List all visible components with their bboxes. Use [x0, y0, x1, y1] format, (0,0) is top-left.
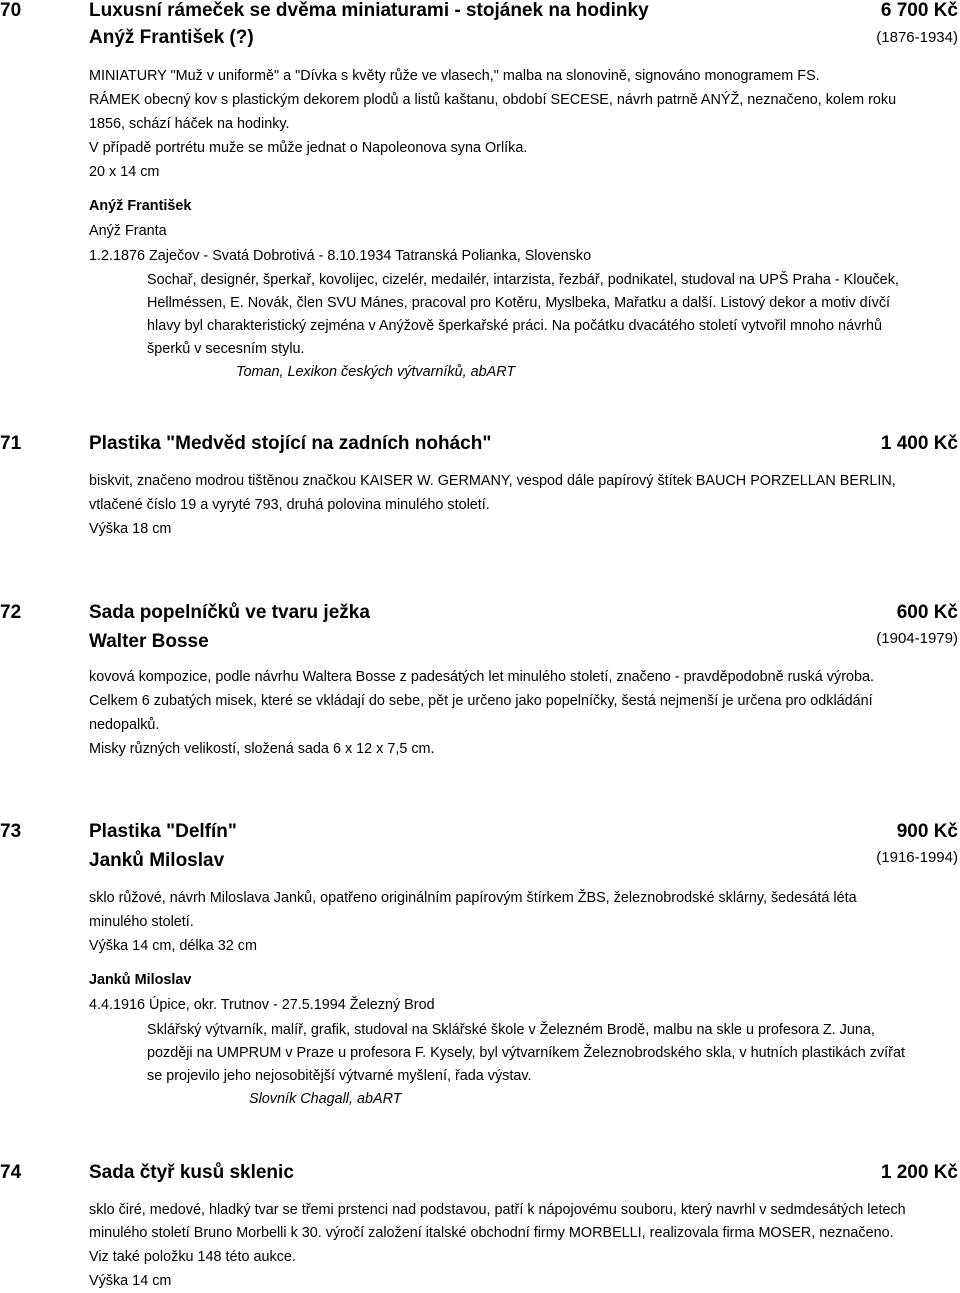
artist-dates: 4.4.1916 Úpice, okr. Trutnov - 27.5.1994 Železný Brod [89, 997, 435, 1013]
lot-title: Sada popelníčků ve tvaru ježka [89, 602, 370, 623]
lot-dimensions: Výška 14 cm, délka 32 cm [89, 938, 257, 954]
bio-source: Toman, Lexikon českých výtvarníků, abART [236, 364, 516, 380]
artist-dates: 1.2.1876 Zaječov - Svatá Dobrotivá - 8.10.1934 Tatranská Polianka, Slovensko [89, 248, 592, 264]
artist-bio-line: Sochař, designér, šperkař, kovolijec, cizelér, medailér, intarzista, řezbář, podnikatel, studoval na UPŠ Praha - Klouček, [147, 272, 899, 288]
artist-bio-line: později na UMPRUM v Praze u profesora F. Kysely, byl výtvarníkem Železnobrodského skla, v hutních plastikách zvířat [147, 1045, 905, 1061]
lot-price: 1 200 Kč [880, 1162, 958, 1183]
lot-author-years: (1876-1934) [876, 29, 958, 46]
lot-number: 72 [0, 602, 22, 623]
lot-description-line: MINIATURY "Muž v uniformě" a "Dívka s květy růže ve vlasech," malba na slonovině, signováno monogramem FS. [89, 68, 820, 84]
lot-number: 74 [0, 1162, 22, 1183]
lot-description-line: V případě portrétu muže se může jednat o Napoleonova syna Orlíka. [89, 140, 528, 156]
lot-description-line: minulého století. [89, 914, 194, 930]
lot-dimensions: Misky různých velikostí, složená sada 6 x 12 x 7,5 cm. [89, 741, 435, 757]
artist-bio-line: Sklářský výtvarník, malíř, grafik, studoval na Sklářské škole v Železném Brodě, malbu na skle u profesora Z. Juna, [147, 1022, 875, 1038]
lot-author: Walter Bosse [89, 631, 209, 652]
lot-description-line: Celkem 6 zubatých misek, které se vkládají do sebe, pět je určeno jako popelníčky, šestá nejmenší je určena pro odkládání [89, 693, 873, 709]
lot-number: 73 [0, 821, 22, 842]
lot-dimensions: Výška 14 cm [89, 1273, 172, 1289]
artist-bio-line: Hellméssen, E. Novák, člen SVU Mánes, pracoval pro Kotěru, Myslbeka, Mařatku a další. Listový dekor a motiv dívčí [147, 295, 891, 311]
artist-name: Janků Miloslav [89, 972, 192, 988]
lot-price: 900 Kč [896, 821, 958, 842]
bio-source: Slovník Chagall, abART [249, 1091, 402, 1107]
lot-dimensions: Výška 18 cm [89, 521, 172, 537]
lot-title: Sada čtyř kusů sklenic [89, 1162, 294, 1183]
lot-description-line: sklo růžové, návrh Miloslava Janků, opatřeno originálním papírovým štírkem ŽBS, železnobrodské sklárny, šedesátá léta [89, 890, 857, 906]
lot-description-line: RÁMEK obecný kov s plastickým dekorem plodů a listů kaštanu, období SECESE, návrh patrně ANÝŽ, neznačeno, kolem roku [89, 92, 897, 108]
lot-price: 1 400 Kč [880, 433, 958, 454]
lot-description-line: minulého století Bruno Morbelli k 30. výročí založení italské obchodní firmy MORBELLI, realizovala firma MOSER, neznačeno. [89, 1225, 894, 1241]
lot-title: Plastika "Delfín" [89, 821, 237, 842]
lot-author: Anýž František (?) [89, 27, 254, 48]
lot-description-line: sklo čiré, medové, hladký tvar se třemi prstenci nad podstavou, patří k nápojovému souboru, který navrhl v sedmdesátých letech [89, 1202, 906, 1218]
artist-bio-line: hlavy byl charakteristický zejména v Anýžově šperkařské práci. Na počátku dvacátého století vytvořil mnoho návrhů [147, 318, 883, 334]
lot-description-line: kovová kompozice, podle návrhu Waltera Bosse z padesátých let minulého století, značeno - pravděpodobně ruská výroba. [89, 669, 874, 685]
lot-title: Plastika "Medvěd stojící na zadních nohách" [89, 433, 492, 454]
artist-alias: Anýž Franta [89, 223, 167, 239]
lot-number: 71 [0, 433, 22, 454]
lot-description-line: Viz také položku 148 této aukce. [89, 1249, 296, 1265]
lot-price: 600 Kč [896, 602, 958, 623]
lot-title: Luxusní rámeček se dvěma miniaturami - stojánek na hodinky [89, 0, 649, 21]
lot-author-years: (1916-1994) [876, 849, 958, 866]
lot-description-line: nedopalků. [89, 717, 160, 733]
lot-description-line: biskvit, značeno modrou tištěnou značkou KAISER W. GERMANY, vespod dále papírový štítek BAUCH PORZELLAN BERLIN, [89, 473, 896, 489]
lot-author: Janků Miloslav [89, 850, 225, 871]
artist-bio-line: se projevilo jeho nejosobitější výtvarné myšlení, řada výstav. [147, 1068, 532, 1084]
artist-bio-line: šperků v secesním stylu. [147, 341, 305, 357]
lot-description-line: 1856, schází háček na hodinky. [89, 116, 290, 132]
lot-number: 70 [0, 0, 22, 21]
lot-price: 6 700 Kč [880, 0, 958, 21]
lot-dimensions: 20 x 14 cm [89, 164, 160, 180]
artist-name: Anýž František [89, 198, 192, 214]
lot-author-years: (1904-1979) [876, 630, 958, 647]
lot-description-line: vtlačené číslo 19 a vyryté 793, druhá polovina minulého století. [89, 497, 490, 513]
